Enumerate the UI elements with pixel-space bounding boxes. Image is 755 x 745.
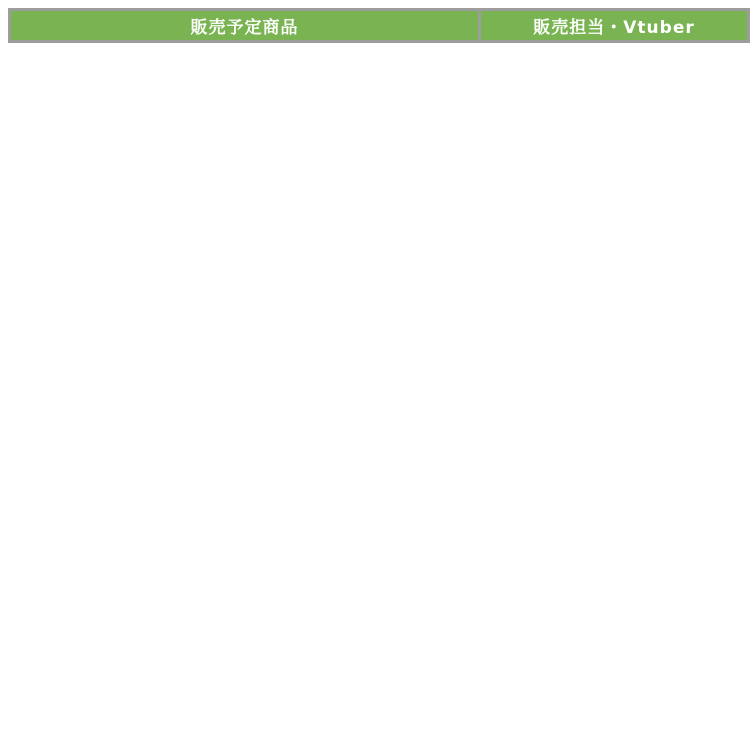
table-header-row — [10, 10, 749, 42]
header-vtubers: 販売担当・Vtuber — [480, 10, 749, 42]
header-products: 販売予定商品 — [10, 10, 480, 42]
sales-table — [8, 8, 750, 43]
